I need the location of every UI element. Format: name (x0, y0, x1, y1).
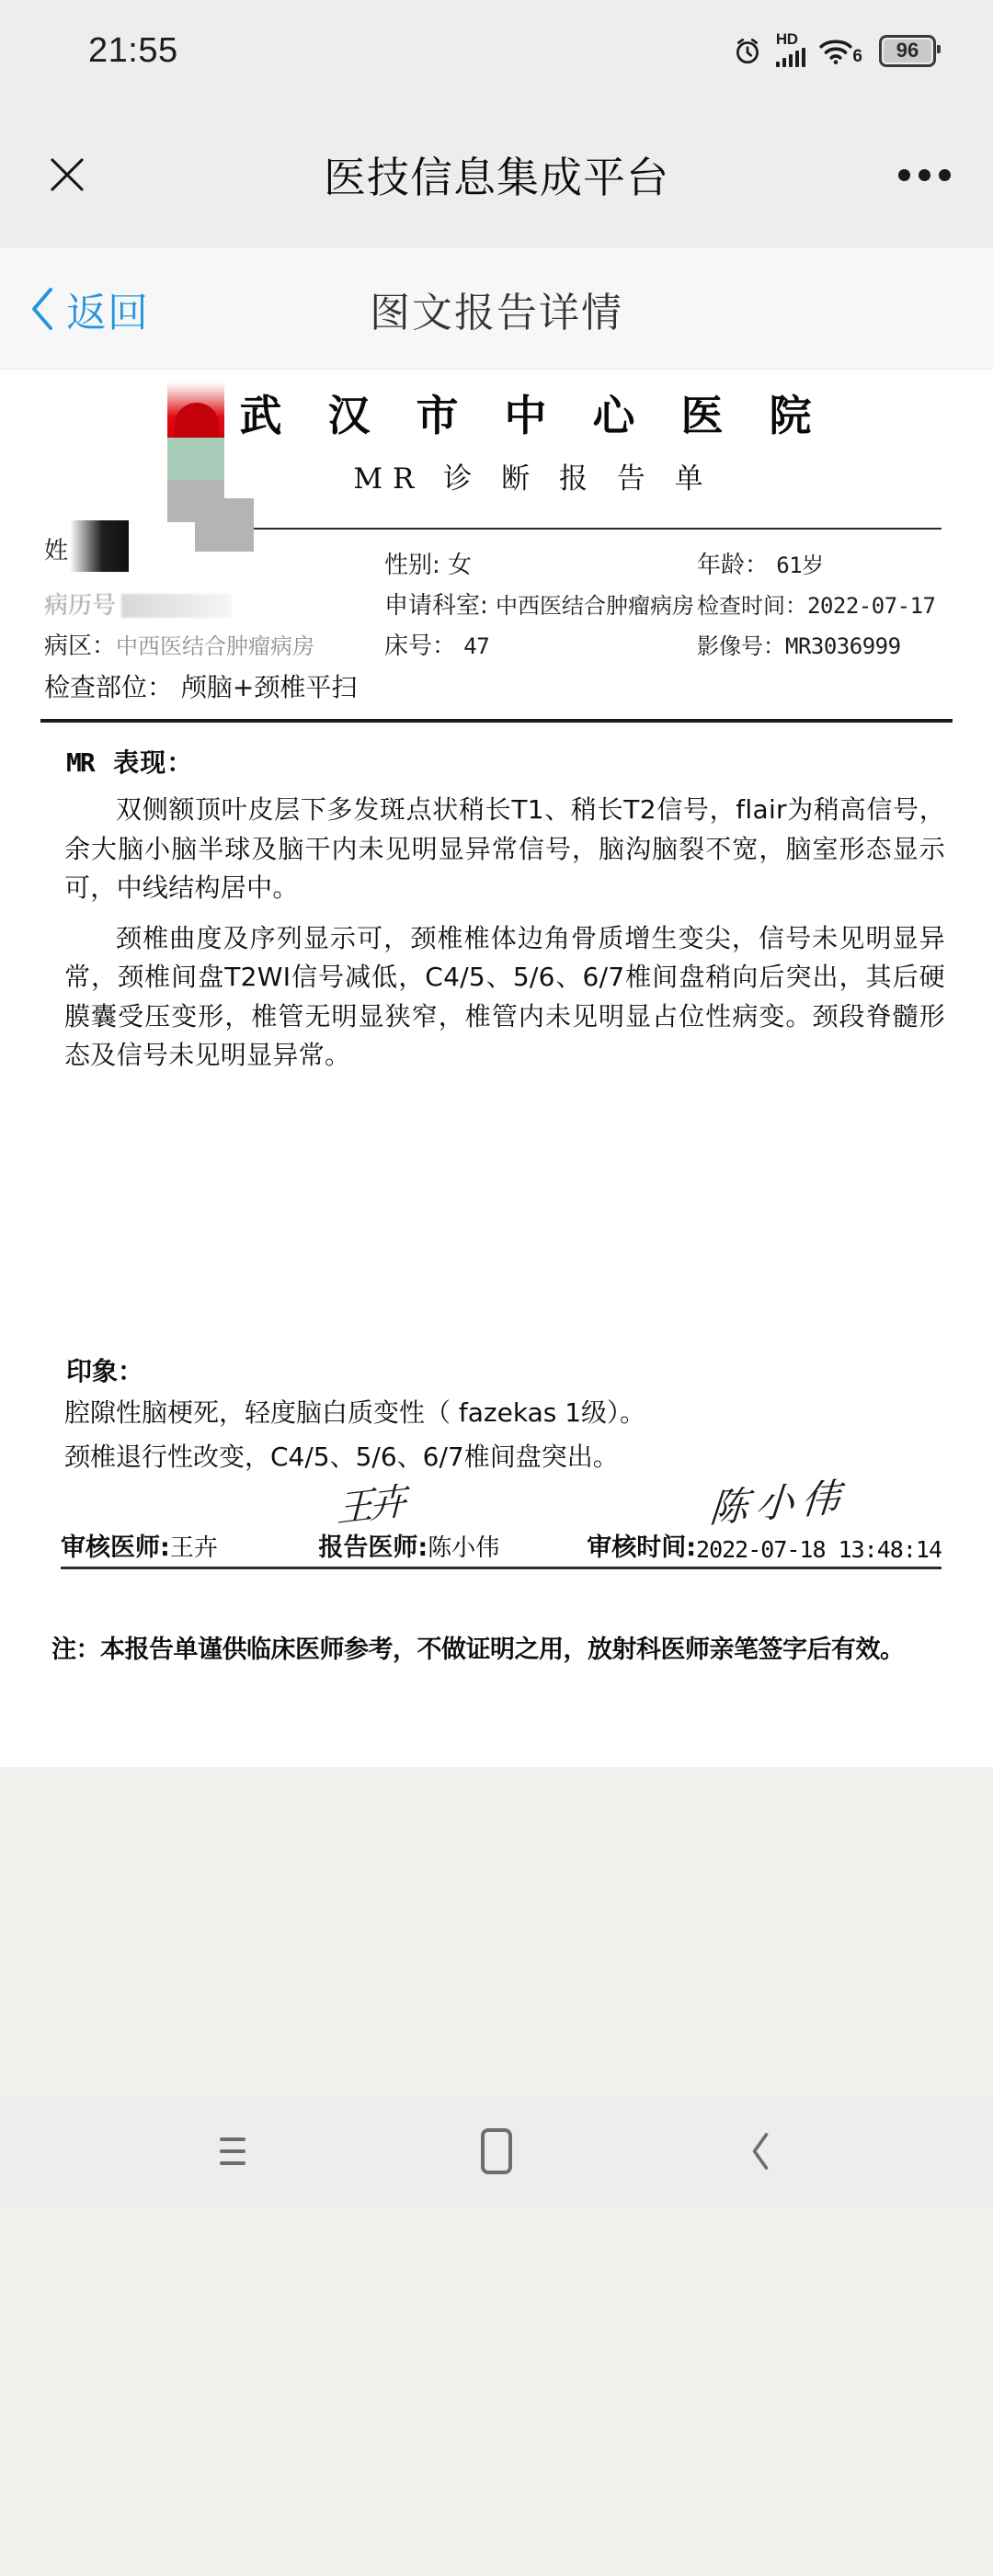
bed-value: 47 (463, 633, 490, 659)
home-icon[interactable] (446, 2110, 547, 2193)
reporter-label: 报告医师: (318, 1533, 428, 1562)
signal-bars (776, 48, 806, 67)
age-value: 61岁 (776, 553, 824, 578)
bed-field (384, 634, 697, 658)
patient-info-row (44, 623, 949, 658)
more-options-icon[interactable] (893, 153, 956, 198)
reviewer-field (61, 1527, 218, 1563)
reviewer-label: 审核医师: (61, 1533, 170, 1562)
patient-name-field (44, 526, 384, 577)
gender-label: 性别: (384, 552, 440, 579)
exam-part-field (44, 667, 949, 704)
gender-value: 女 (448, 552, 473, 579)
scanned-report (0, 370, 993, 1767)
hd-signal-icon (775, 30, 806, 67)
ward-value: 中西医结合肿瘤病房 (116, 633, 315, 659)
app-title: 医技信息集成平台 (324, 153, 669, 202)
redaction-mask-block (195, 498, 254, 552)
reporter-field (318, 1527, 499, 1563)
patient-age-field (697, 553, 949, 577)
signature-area (0, 1474, 993, 1620)
battery-icon (879, 35, 936, 67)
findings-heading (66, 743, 993, 780)
reviewer-handwritten-signature: 王卉 (336, 1480, 404, 1532)
report-scroll-container[interactable] (0, 370, 993, 2576)
patient-name-label: 姓 (44, 537, 69, 565)
exam-time-field (697, 594, 949, 618)
department-field (384, 594, 697, 618)
reporter-value: 陈小伟 (428, 1534, 500, 1562)
impression-line: 腔隙性脑梗死，轻度脑白质变性（ fazekas 1级）。 (64, 1396, 646, 1428)
status-bar-icons (732, 30, 936, 67)
department-label: 申请科室: (384, 592, 488, 620)
chevron-left-icon (28, 287, 57, 331)
review-time-field (587, 1527, 942, 1563)
menu-icon[interactable] (182, 2110, 283, 2193)
review-time-value: 2022-07-18 13:48:14 (696, 1536, 942, 1563)
page-background-filler (0, 1767, 993, 2355)
patient-info-row (44, 583, 949, 618)
back-icon[interactable] (710, 2110, 811, 2193)
impression-heading: 印象： (66, 1355, 144, 1386)
wifi-icon (818, 37, 862, 64)
image-no-label: 影像号： (697, 633, 785, 659)
exam-time-value: 2022-07-17 (807, 593, 936, 619)
status-bar-clock: 21:55 (88, 30, 178, 70)
exam-part-label: 检查部位： (44, 672, 174, 702)
impression-line: 颈椎退行性改变，C4/5、5/6、6/7椎间盘突出。 (64, 1441, 619, 1472)
hospital-name: 武 汉 市 中 心 医 院 (239, 391, 828, 440)
report-kind-title: MR 诊 断 报 告 单 (353, 462, 713, 496)
department-value: 中西医结合肿瘤病房 (496, 593, 695, 619)
content-spacer (0, 1076, 993, 1351)
redaction-mask (121, 594, 232, 618)
reviewer-value: 王卉 (169, 1534, 218, 1562)
redaction-mask (70, 520, 129, 572)
patient-info-block (44, 537, 949, 660)
review-time-label: 审核时间: (587, 1533, 697, 1562)
record-no-field (44, 591, 384, 620)
report-footnote: 注：本报告单谨供临床医师参考，不做证明之用，放射科医师亲笔签字后有效。 (51, 1636, 905, 1664)
close-icon[interactable] (35, 142, 99, 207)
ward-field (44, 634, 384, 658)
findings-modality-mark: MR (66, 747, 94, 778)
app-bar (0, 101, 993, 248)
wifi-generation-label: 6 (852, 47, 862, 66)
alarm-icon (732, 35, 763, 66)
battery-level: 96 (896, 39, 919, 62)
findings-paragraph: 双侧额顶叶皮层下多发斑点状稍长T1、稍长T2信号，flair为稍高信号，余大脑小脑半球及脑干内未见明显异常信号，脑沟脑裂不宽，脑室形态显示可，中线结构居中。 (64, 794, 945, 904)
page-title: 图文报告详情 (370, 289, 623, 336)
exam-part-value: 颅脑+颈椎平扫 (180, 672, 358, 702)
back-label: 返回 (66, 289, 149, 336)
reporter-handwritten-signature: 陈小伟 (707, 1474, 850, 1532)
record-no-label: 病历号 (44, 591, 117, 620)
report-header (0, 370, 993, 517)
signature-row (61, 1474, 942, 1569)
bed-label: 床号： (384, 633, 457, 660)
image-no-value: MR3036999 (785, 633, 901, 659)
sub-nav-bar (0, 248, 993, 370)
exam-time-label: 检查时间： (697, 593, 807, 619)
back-button[interactable] (28, 279, 149, 338)
age-label: 年龄： (697, 552, 770, 579)
image-no-field (697, 634, 949, 658)
findings-paragraph: 颈椎曲度及序列显示可，颈椎椎体边角骨质增生变尖，信号未见明显异常，颈椎间盘T2WI信号减低，C4/5、5/6、6/7椎间盘稍向后突出，其后硬膜囊受压变形，椎管无明显狭窄，椎管内未见明显占位性病变。颈段脊髓形态及信号未见明显异常。 (64, 922, 945, 1071)
findings-heading-label: 表现： (113, 747, 194, 778)
hd-label: HD (775, 30, 798, 48)
patient-gender-field (384, 553, 697, 577)
body-divider (40, 719, 953, 723)
patient-info-row (44, 537, 949, 579)
ward-label: 病区： (44, 633, 117, 660)
system-navigation-bar (0, 2096, 993, 2206)
status-bar (0, 0, 993, 101)
